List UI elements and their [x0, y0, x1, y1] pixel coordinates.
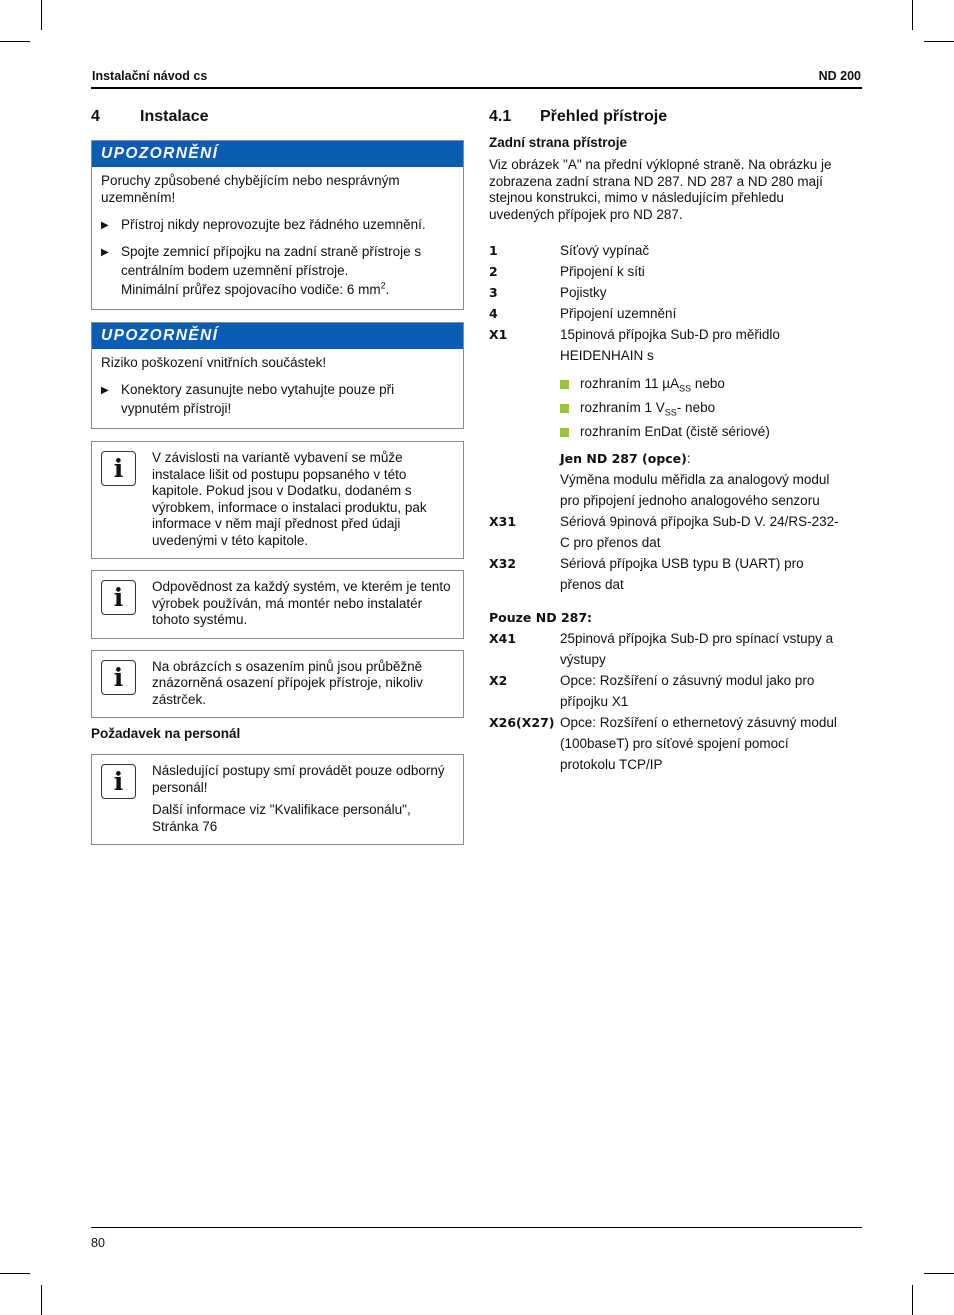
period: .: [385, 281, 390, 297]
info-box: [91, 441, 464, 559]
legend-row: [489, 303, 839, 324]
left-column: [91, 106, 464, 845]
legend-value: Opce: Rozšíření o zásuvný modul jako pro přípojku X1: [560, 673, 815, 709]
legend-row: [489, 511, 839, 553]
legend-value: 25pinová přípojka Sub-D pro spínací vstupy a výstupy: [560, 631, 834, 667]
arrow-bullet-icon: ▶: [101, 246, 109, 258]
square-bullet-icon: [560, 404, 569, 413]
legend-row: [489, 628, 839, 670]
legend-value: Síťový vypínač: [560, 243, 650, 258]
page-number: 80: [91, 1236, 105, 1250]
legend-row: [489, 261, 839, 282]
right-column: [489, 106, 839, 775]
legend-key: X31: [489, 514, 517, 529]
crop-mark: [0, 41, 30, 42]
legend-row: [489, 282, 839, 303]
info-text: Odpovědnost za každý systém, ve kterém je tento výrobek používán, má montér nebo instalatér tohoto systému.: [152, 579, 451, 627]
warning-title: UPOZORNĚNÍ: [92, 141, 463, 167]
crop-mark: [912, 0, 913, 30]
legend-value: Opce: Rozšíření o ethernetový zásuvný modul (100baseT) pro síťové spojení pomocí protokolu TCP/IP: [560, 715, 837, 772]
legend-key: 3: [489, 285, 498, 300]
warning-title: UPOZORNĚNÍ: [92, 323, 463, 349]
rear-side-paragraph: Viz obrázek "A" na přední výklopné straně. Na obrázku je zobrazena zadní strana ND 287. ND 287 a ND 280 mají stejnou konstrukci, mimo v následujícím přehledu uvedených přípojek pro ND 287.: [489, 157, 832, 222]
interface-item: rozhraním EnDat (čistě sériové): [560, 420, 839, 444]
warning-box-components: [91, 322, 464, 430]
interface-item: rozhraním 1 $V_{SS}-$ nebo: [560, 396, 839, 420]
info-text: V závislosti na variantě vybavení se může instalace lišit od postupu popsaného v této kapitole. Pokud jsou v Dodatku, dodaném s výrobkem, informace o instalaci produktu, pak informace v něm mají přednost před údaji uvedenými v této kapitole.: [152, 450, 427, 548]
section-number: 4: [91, 108, 100, 125]
legend-row: [489, 670, 839, 712]
legend-value: Sériová přípojka USB typu B (UART) pro přenos dat: [560, 556, 804, 592]
crop-mark: [0, 1273, 30, 1274]
legend-key: X1: [489, 327, 508, 342]
info-icon: i: [101, 660, 136, 695]
running-header-right: ND 200: [818, 69, 861, 83]
subsection-title: Přehled přístroje: [540, 108, 668, 125]
warning-bullet-text: Přístroj nikdy neprovozujte bez řádného uzemnění.: [121, 217, 426, 232]
header-rule: [91, 87, 862, 89]
option-note-label: Jen ND 287 (opce): [560, 451, 687, 466]
info-icon: i: [101, 451, 136, 486]
crop-mark: [41, 0, 42, 30]
info-text: Na obrázcích s osazením pinů jsou průběžně znázorněná osazení přípojek přístroje, nikoliv zástrček.: [152, 658, 423, 707]
legend-key: 4: [489, 306, 498, 321]
legend-value: 15pinová přípojka Sub-D pro měřidlo HEIDENHAIN s: [560, 327, 780, 363]
legend-key: X32: [489, 556, 517, 571]
superscript: 2: [380, 280, 386, 290]
info-text: Následující postupy smí provádět pouze odborný personál!: [152, 763, 445, 795]
option-note: Jen ND 287 (opce): Výměna modulu měřidla za analogový modul pro připojení jednoho analogového senzoru: [560, 448, 839, 511]
legend-value: Připojení uzemnění: [560, 306, 677, 321]
legend-key: 2: [489, 264, 498, 279]
legend-row: [489, 324, 839, 366]
legend-row: [489, 712, 839, 775]
info-icon: i: [101, 580, 136, 615]
subsection-number: 4.1: [489, 108, 512, 125]
warning-bullet: [101, 243, 454, 299]
warning-bullet: [101, 216, 454, 235]
warning-bullet: [101, 381, 454, 418]
crop-mark: [924, 1273, 954, 1274]
warning-bullet-text-cont: Minimální průřez spojovacího vodiče: 6 mm: [121, 281, 381, 297]
section-heading: [91, 106, 464, 128]
legend-list: [489, 240, 839, 775]
running-header-left: Instalační návod cs: [92, 69, 208, 83]
nd287-only-heading: Pouze ND 287:: [489, 610, 593, 625]
arrow-bullet-icon: ▶: [101, 385, 109, 396]
square-bullet-icon: [560, 380, 569, 389]
option-note-text: Výměna modulu měřidla za analogový modul pro připojení jednoho analogového senzoru: [560, 472, 830, 508]
legend-key: 1: [489, 243, 498, 258]
legend-row: [489, 553, 839, 595]
legend-value: Připojení k síti: [560, 264, 645, 279]
rear-side-heading: Zadní strana přístroje: [489, 135, 628, 150]
subsection-heading: [489, 106, 839, 128]
section-title: Instalace: [140, 108, 209, 125]
warning-intro: Riziko poškození vnitřních součástek!: [101, 354, 327, 370]
info-box-personnel: [91, 754, 464, 845]
warning-bullet-text: Konektory zasunujte nebo vytahujte pouze při vypnutém přístroji!: [121, 382, 395, 416]
legend-value: Pojistky: [560, 285, 607, 300]
crop-mark: [924, 41, 954, 42]
warning-bullet-text: Spojte zemnicí přípojku na zadní straně přístroje s centrálním bodem uzemnění přístroje.: [121, 243, 422, 278]
legend-key: X41: [489, 631, 517, 646]
crop-mark: [912, 1285, 913, 1315]
interface-item: rozhraním 11 µA$_{SS}$ nebo: [560, 372, 839, 396]
warning-intro: Poruchy způsobené chybějícím nebo nesprávným uzemněním!: [101, 173, 400, 205]
arrow-bullet-icon: ▶: [101, 220, 109, 231]
square-bullet-icon: [560, 428, 569, 437]
info-box: [91, 650, 464, 719]
legend-key: X26(X27): [489, 715, 555, 730]
interface-list: [489, 372, 839, 444]
legend-row: [489, 240, 839, 261]
info-icon: i: [101, 764, 136, 799]
footer-rule: [91, 1227, 862, 1228]
legend-key: X2: [489, 673, 508, 688]
personnel-heading: Požadavek na personál: [91, 726, 241, 741]
info-text: Další informace viz "Kvalifikace personálu", Stránka 76: [152, 802, 411, 834]
warning-box-grounding: [91, 140, 464, 310]
crop-mark: [41, 1285, 42, 1315]
info-box: [91, 570, 464, 639]
legend-value: Sériová 9pinová přípojka Sub-D V. 24/RS-232-C pro přenos dat: [560, 514, 839, 550]
